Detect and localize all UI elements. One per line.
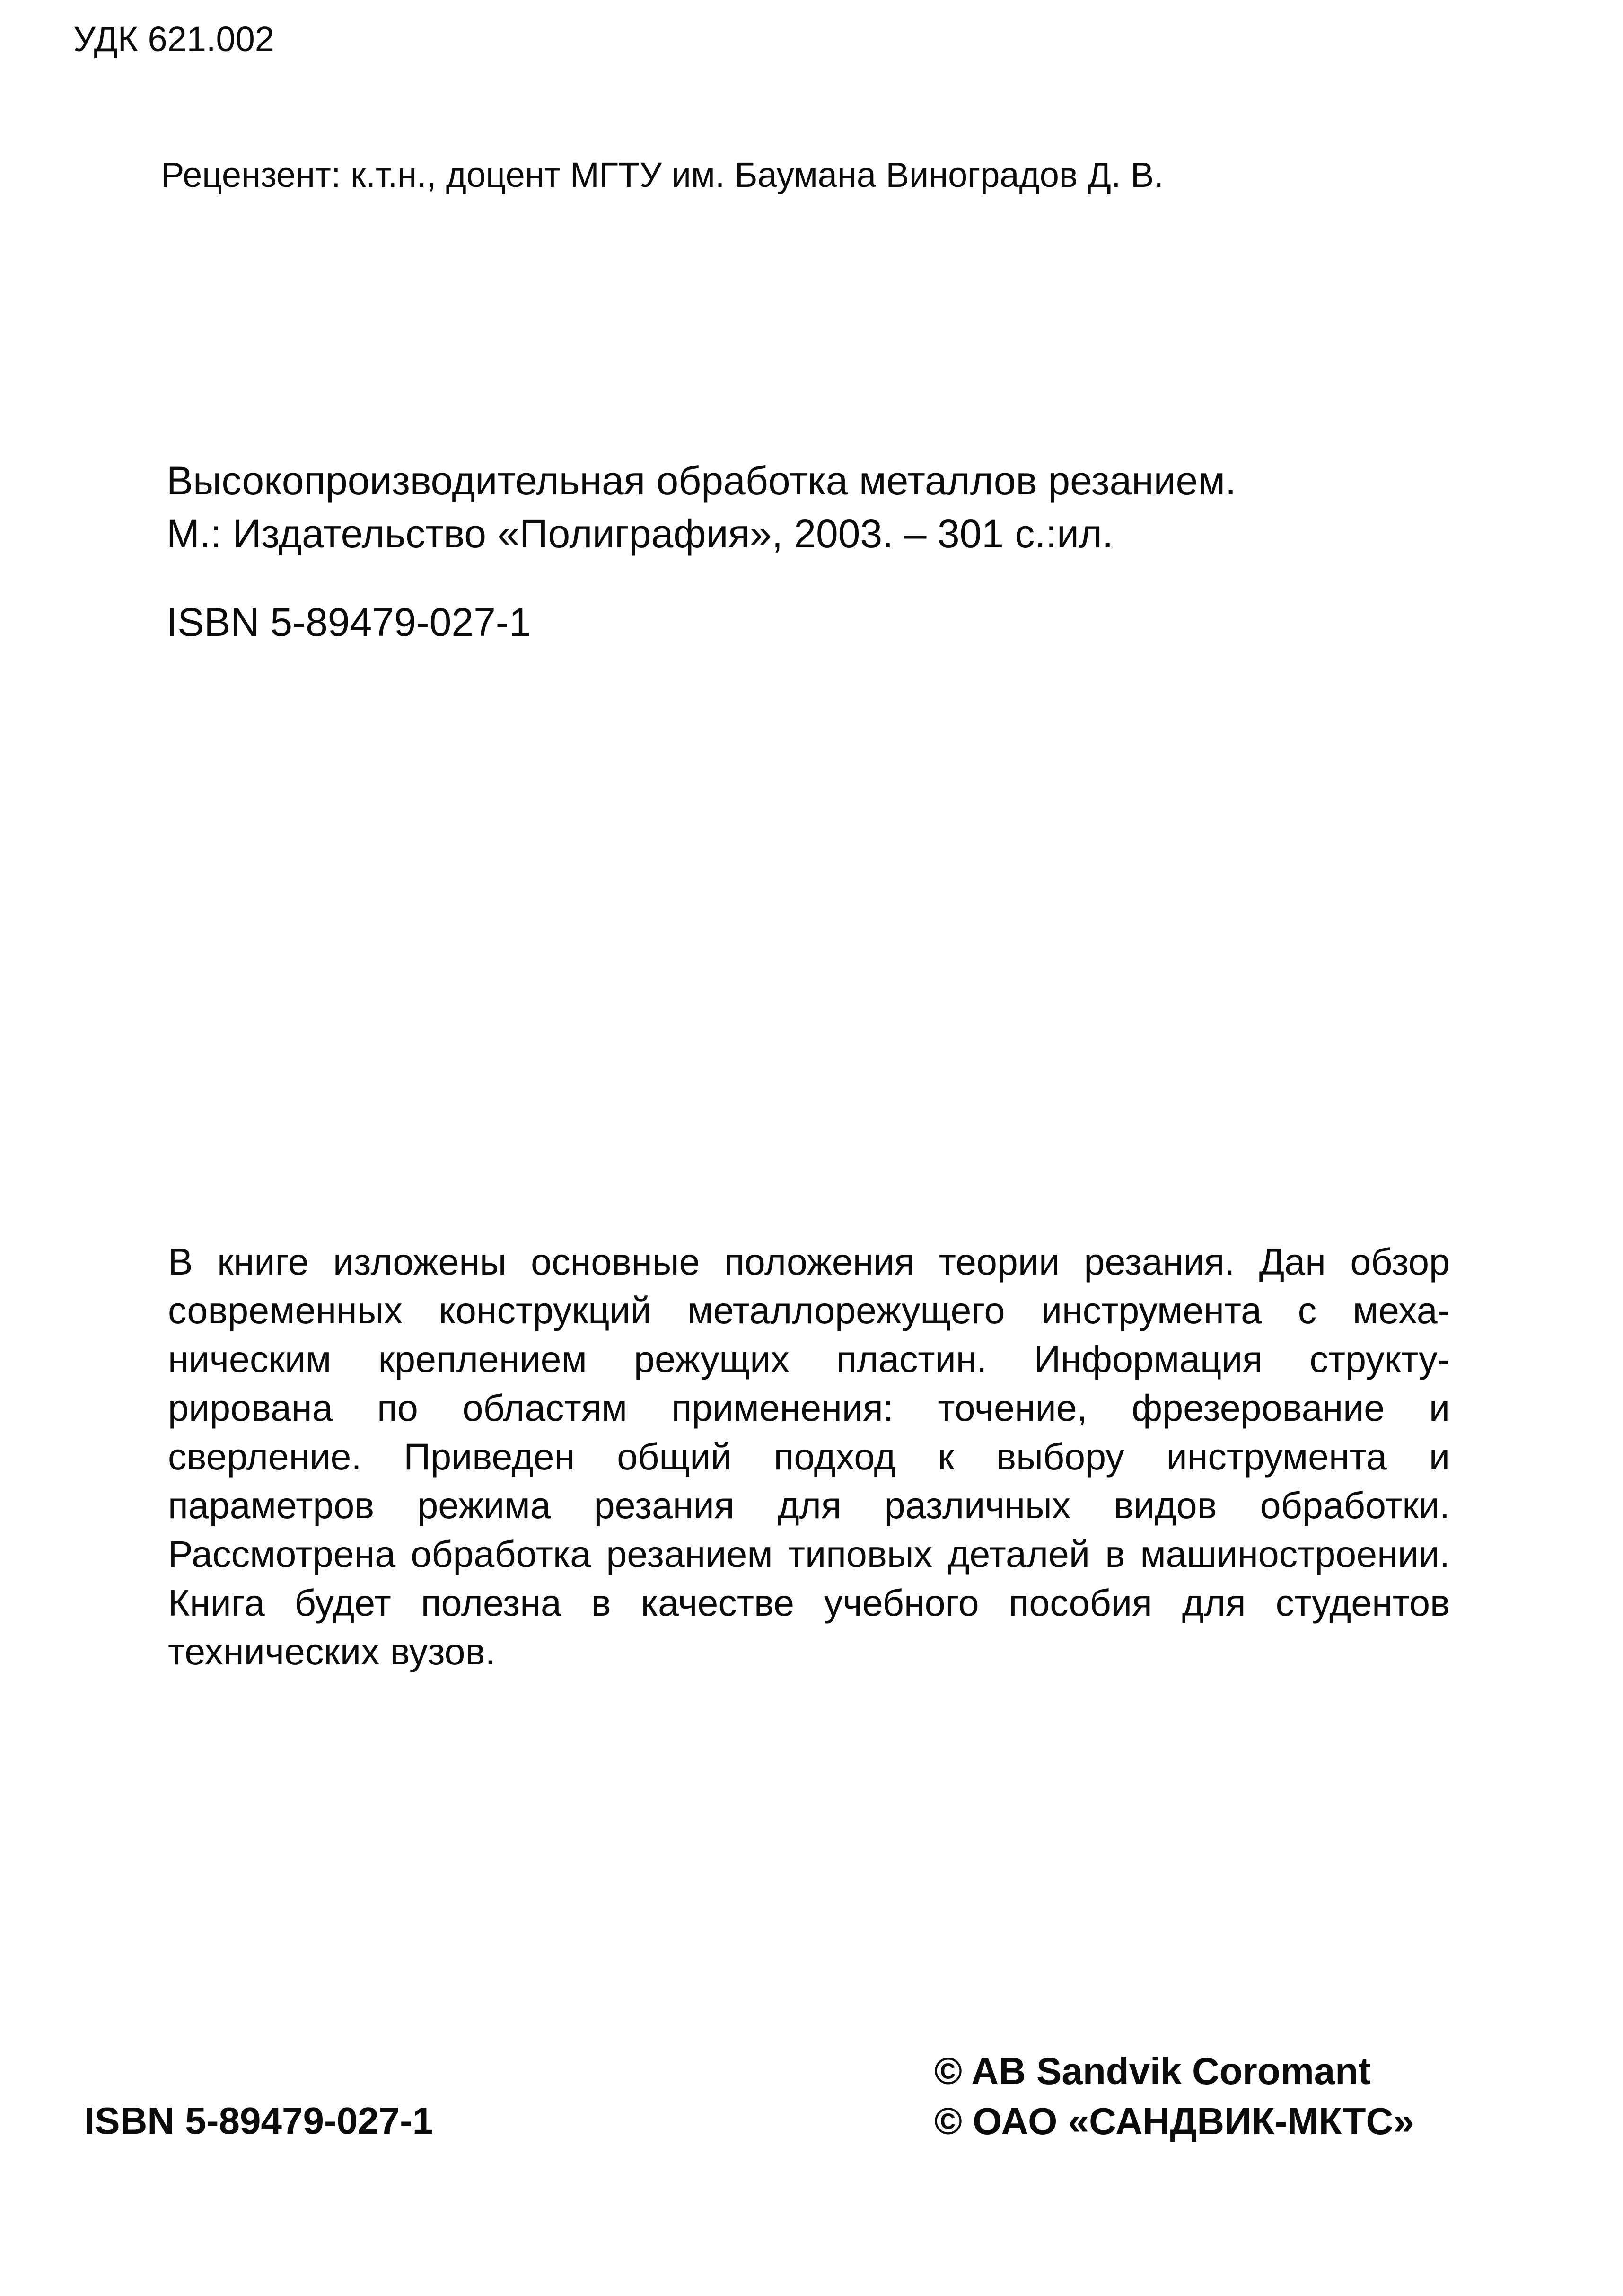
annotation-line: параметров режима резания для различных видов обработки. <box>168 1484 1450 1526</box>
copyright-block <box>934 2046 1414 2146</box>
publisher-line: М.: Издательство «Полиграфия», 2003. – 301 с.:ил. <box>167 511 1114 556</box>
annotation-line: ническим креплением режущих пластин. Информация структу- <box>168 1338 1450 1380</box>
annotation-line: современных конструкций металлорежущего инструмента с меха- <box>168 1289 1450 1331</box>
footer-isbn: ISBN 5-89479-027-1 <box>84 2100 434 2142</box>
book-title-line: Высокопроизводительная обработка металлов резанием. <box>167 458 1237 503</box>
annotation-line: Рассмотрена обработка резанием типовых деталей в машиностроении. <box>168 1533 1450 1575</box>
annotation-paragraph <box>168 1237 1450 1676</box>
copyright-sandvik-coromant: © AB Sandvik Coromant <box>934 2050 1371 2092</box>
annotation-line: В книге изложены основные положения теории резания. Дан обзор <box>168 1240 1450 1283</box>
reviewer-line: Рецензент: к.т.н., доцент МГТУ им. Баумана Виноградов Д. В. <box>161 155 1164 194</box>
annotation-line: Книга будет полезна в качестве учебного пособия для студентов <box>168 1582 1450 1624</box>
annotation-line: технических вузов. <box>168 1630 496 1672</box>
annotation-line: сверление. Приведен общий подход к выбору инструмента и <box>168 1435 1450 1478</box>
bibliographic-record <box>167 454 1491 560</box>
udk-code: УДК 621.002 <box>73 19 274 59</box>
copyright-sandvik-mkts: © ОАО «САНДВИК-МКТС» <box>934 2100 1414 2142</box>
annotation-line: рирована по областям применения: точение, фрезерование и <box>168 1387 1450 1429</box>
isbn-record: ISBN 5-89479-027-1 <box>167 600 531 644</box>
